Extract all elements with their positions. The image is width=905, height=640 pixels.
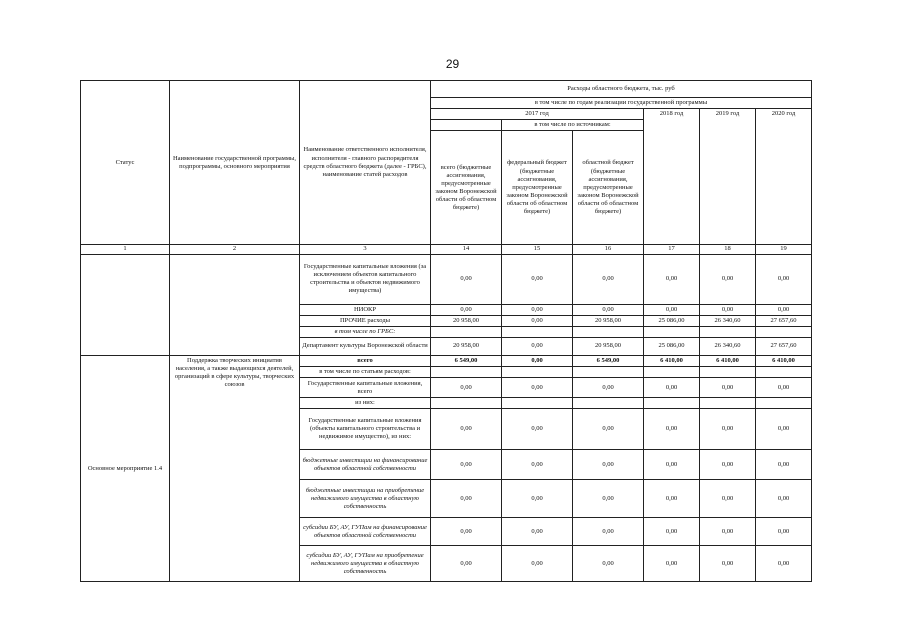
header-2019: 2019 год [700,109,756,245]
value-cell: 6 549,00 [431,355,502,366]
header-executor: Наименование ответственного исполнителя, исполнителя - главного распорядителя средств областного бюджета (далее - ГРБС), наименование статей расходов [300,81,431,245]
value-cell: 0,00 [431,480,502,518]
value-cell: 0,00 [756,546,812,582]
value-cell: 0,00 [573,518,644,546]
value-cell [644,367,700,378]
value-cell: 0,00 [644,546,700,582]
value-cell: 0,00 [502,480,573,518]
value-cell: 6 410,00 [756,355,812,366]
header-2018: 2018 год [644,109,700,245]
value-cell: 0,00 [573,450,644,480]
header-2017-total-spacer [431,120,502,131]
value-cell [700,398,756,409]
value-cell: 0,00 [756,480,812,518]
col-number: 15 [502,245,573,254]
value-cell [756,367,812,378]
col-number: 17 [644,245,700,254]
value-cell [756,326,812,337]
value-cell [431,398,502,409]
col-number: 18 [700,245,756,254]
header-2017: 2017 год [431,109,644,120]
table-row [81,254,812,304]
value-cell: 25 086,00 [644,337,700,355]
name-cell-empty [170,254,300,355]
row-label: Государственные капитальные вложения, всего [300,378,431,398]
header-program-name: Наименование государственной программы, подпрограммы, основного мероприятия [170,81,300,245]
value-cell: 20 958,00 [431,337,502,355]
col-number: 1 [81,245,170,254]
value-cell: 0,00 [573,546,644,582]
header-regional: областной бюджет (бюджетные ассигнования, предусмотренные законом Воронежской области об областном бюджете) [573,131,644,245]
value-cell: 20 958,00 [573,315,644,326]
row-label: НИОКР [300,304,431,315]
value-cell: 0,00 [700,546,756,582]
value-cell: 0,00 [700,409,756,450]
header-expenses: Расходы областного бюджета, тыс. руб [431,81,812,98]
value-cell: 20 958,00 [573,337,644,355]
value-cell: 27 657,60 [756,337,812,355]
value-cell [431,367,502,378]
value-cell: 0,00 [502,355,573,366]
value-cell: 0,00 [502,254,573,304]
col-number: 16 [573,245,644,254]
header-status: Статус [81,81,170,245]
value-cell: 20 958,00 [431,315,502,326]
value-cell: 0,00 [502,315,573,326]
value-cell: 0,00 [756,450,812,480]
value-cell: 0,00 [756,378,812,398]
header-federal: федеральный бюджет (бюджетные ассигнования, предусмотренные законом Воронежской области об областном бюджете) [502,131,573,245]
header-total: всего (бюджетные ассигнования, предусмотренные законом Воронежской области об областном бюджете) [431,131,502,245]
value-cell: 25 086,00 [644,315,700,326]
value-cell: 0,00 [700,450,756,480]
value-cell [700,367,756,378]
value-cell: 0,00 [573,304,644,315]
value-cell [644,398,700,409]
block-status: Основное мероприятие 1.4 [81,355,170,581]
page-number: 29 [445,57,460,71]
header-2020: 2020 год [756,109,812,245]
value-cell [700,326,756,337]
value-cell: 6 410,00 [644,355,700,366]
col-number: 3 [300,245,431,254]
value-cell: 0,00 [644,254,700,304]
value-cell: 27 657,60 [756,315,812,326]
value-cell: 26 340,60 [700,315,756,326]
value-cell: 0,00 [431,304,502,315]
row-label: Государственные капитальные вложения (объекты капитального строительства и недвижимое имущество), из них: [300,409,431,450]
value-cell [573,326,644,337]
value-cell: 0,00 [431,546,502,582]
value-cell: 26 340,60 [700,337,756,355]
block-name: Поддержка творческих инициатив населения, а также выдающихся деятелей, организаций в сфере культуры, творческих союзов [170,355,300,581]
value-cell [502,398,573,409]
value-cell: 0,00 [573,480,644,518]
value-cell: 0,00 [502,518,573,546]
value-cell [573,398,644,409]
value-cell: 0,00 [756,518,812,546]
header-by-years: в том числе по годам реализации государственной программы [431,98,812,109]
row-label: Государственные капитальные вложения (за исключением объектов капитального строительства и объектов недвижимого имущества) [300,254,431,304]
value-cell: 0,00 [644,480,700,518]
value-cell [756,398,812,409]
value-cell: 0,00 [644,378,700,398]
value-cell: 0,00 [502,409,573,450]
row-label: из них: [300,398,431,409]
value-cell [573,367,644,378]
value-cell [502,326,573,337]
value-cell: 0,00 [700,518,756,546]
value-cell [644,326,700,337]
budget-table [80,80,812,582]
row-label: субсидии БУ, АУ, ГУПам на приобретение недвижимого имущества в областную собственность [300,546,431,582]
col-number: 2 [170,245,300,254]
row-label: субсидии БУ, АУ, ГУПам на финансирование объектов областной собственности [300,518,431,546]
value-cell: 0,00 [756,254,812,304]
value-cell [502,367,573,378]
value-cell: 0,00 [573,378,644,398]
value-cell: 0,00 [644,409,700,450]
value-cell: 0,00 [700,254,756,304]
value-cell: 6 410,00 [700,355,756,366]
row-label: бюджетные инвестиции на приобретение недвижимого имущества в областную собственность [300,480,431,518]
value-cell: 0,00 [502,337,573,355]
value-cell: 0,00 [502,546,573,582]
value-cell: 0,00 [644,518,700,546]
value-cell: 0,00 [573,254,644,304]
row-label: Департамент культуры Воронежской области [300,337,431,355]
value-cell [431,326,502,337]
value-cell: 0,00 [502,378,573,398]
value-cell: 0,00 [502,450,573,480]
table-row [81,355,812,366]
row-label: в том числе по статьям расходов: [300,367,431,378]
value-cell: 0,00 [431,254,502,304]
value-cell: 0,00 [502,304,573,315]
value-cell: 0,00 [700,480,756,518]
value-cell: 0,00 [573,409,644,450]
value-cell: 0,00 [700,304,756,315]
row-label: в том числе по ГРБС: [300,326,431,337]
col-number: 14 [431,245,502,254]
value-cell: 0,00 [431,450,502,480]
value-cell: 0,00 [644,304,700,315]
value-cell: 0,00 [431,409,502,450]
row-label: всего [300,355,431,366]
value-cell: 0,00 [756,409,812,450]
row-label: ПРОЧИЕ расходы [300,315,431,326]
header-by-sources: в том числе по источникам: [502,120,644,131]
value-cell: 0,00 [700,378,756,398]
value-cell: 0,00 [431,518,502,546]
col-number: 19 [756,245,812,254]
value-cell: 0,00 [431,378,502,398]
value-cell: 0,00 [756,304,812,315]
value-cell: 6 549,00 [573,355,644,366]
status-cell-empty [81,254,170,355]
value-cell: 0,00 [644,450,700,480]
row-label: бюджетные инвестиции на финансирование объектов областной собственности [300,450,431,480]
